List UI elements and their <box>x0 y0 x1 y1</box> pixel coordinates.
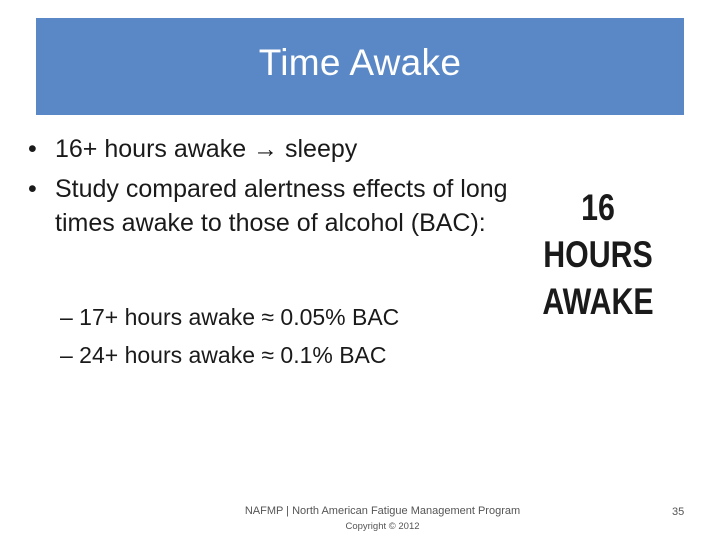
bullet-text: 16+ hours awake → sleepy <box>55 135 358 163</box>
slide-title: Time Awake <box>258 41 462 83</box>
bullet-marker: • <box>28 175 37 203</box>
callout-line: AWAKE <box>542 281 654 322</box>
bullet-item <box>28 172 508 240</box>
footer-program: NAFMP | North American Fatigue Management Program <box>244 505 521 517</box>
bullet-text: Study compared alertness effects of long times awake to those of alcohol (BAC): <box>55 175 508 237</box>
title-bar <box>36 18 684 115</box>
sub-bullet-item: – 17+ hours awake ≈ 0.05% BAC <box>60 304 400 330</box>
callout-text <box>524 184 672 325</box>
footer <box>235 503 530 535</box>
bullet-marker: • <box>28 135 37 163</box>
sub-bullet-item: – 24+ hours awake ≈ 0.1% BAC <box>60 342 387 368</box>
sub-bullet-list <box>60 298 399 374</box>
bullet-item <box>28 132 508 166</box>
bullet-list <box>28 132 508 246</box>
callout-line: 16 HOURS <box>543 187 653 275</box>
footer-copyright: Copyright © 2012 <box>345 521 420 532</box>
page-number: 35 <box>672 506 685 518</box>
